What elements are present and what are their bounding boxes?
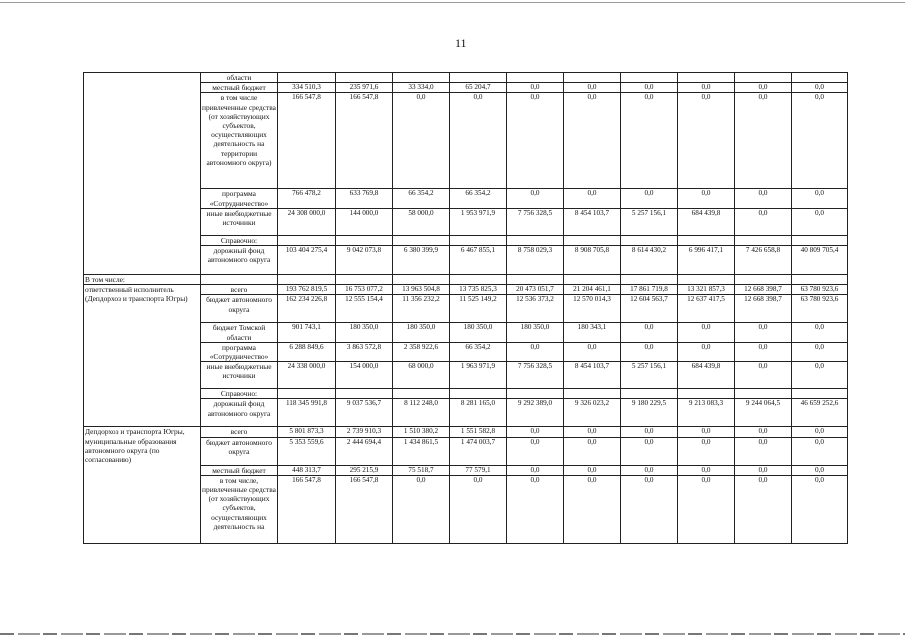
amount-cell [393,73,450,83]
amount-cell: 11 356 232,2 [393,295,450,323]
amount-cell [735,275,792,285]
amount-cell: 0,0 [678,475,735,543]
amount-cell [792,73,848,83]
amount-cell: 0,0 [564,475,621,543]
amount-cell: 0,0 [621,427,678,437]
amount-cell: 0,0 [792,427,848,437]
amount-cell: 0,0 [564,427,621,437]
budget-table [83,72,848,544]
amount-cell: 2 739 910,3 [336,427,393,437]
amount-cell: 0,0 [450,93,507,189]
amount-cell [393,275,450,285]
amount-cell: 0,0 [564,83,621,93]
amount-cell: 0,0 [564,93,621,189]
amount-cell: 16 753 077,2 [336,285,393,295]
amount-cell: 0,0 [735,427,792,437]
amount-cell: 684 439,8 [678,208,735,235]
amount-cell: 193 762 819,5 [278,285,336,295]
amount-cell: 0,0 [792,189,848,208]
amount-cell: 65 204,7 [450,83,507,93]
amount-cell: 180 350,0 [507,323,564,342]
amount-cell: 1 963 971,9 [450,362,507,389]
amount-cell: 118 345 991,8 [278,399,336,427]
funding-source-cell: области [201,73,278,83]
amount-cell: 12 536 373,2 [507,295,564,323]
amount-cell: 6 467 855,1 [450,246,507,275]
amount-cell: 9 292 389,0 [507,399,564,427]
amount-cell: 0,0 [393,93,450,189]
amount-cell: 0,0 [678,427,735,437]
amount-cell: 2 444 694,4 [336,437,393,465]
amount-cell: 40 809 705,4 [792,246,848,275]
amount-cell [792,389,848,399]
amount-cell [450,235,507,245]
amount-cell: 154 000,0 [336,362,393,389]
amount-cell: 0,0 [621,83,678,93]
amount-cell: 0,0 [564,189,621,208]
amount-cell: 33 334,0 [393,83,450,93]
amount-cell: 0,0 [792,437,848,465]
amount-cell: 0,0 [564,465,621,475]
funding-source-cell: в том числе, привлеченные средства (от хозяйствующих субъектов, осуществляющих деятельность на [201,475,278,543]
amount-cell [621,73,678,83]
amount-cell: 0,0 [678,83,735,93]
amount-cell: 0,0 [564,437,621,465]
funding-source-cell: дорожный фонд автономного округа [201,246,278,275]
amount-cell: 684 439,8 [678,362,735,389]
amount-cell [278,235,336,245]
amount-cell [735,235,792,245]
amount-cell [278,275,336,285]
amount-cell [507,389,564,399]
amount-cell: 0,0 [678,342,735,361]
amount-cell: 9 042 073,8 [336,246,393,275]
amount-cell: 1 474 003,7 [450,437,507,465]
amount-cell: 0,0 [678,93,735,189]
amount-cell: 8 908 705,8 [564,246,621,275]
amount-cell: 8 454 103,7 [564,208,621,235]
amount-cell: 8 112 248,0 [393,399,450,427]
amount-cell: 5 257 156,1 [621,362,678,389]
amount-cell: 166 547,8 [278,93,336,189]
amount-cell: 0,0 [507,427,564,437]
funding-source-cell: иные внебюджетные источники [201,208,278,235]
amount-cell [621,275,678,285]
amount-cell: 766 478,2 [278,189,336,208]
table-row [84,73,848,83]
amount-cell: 0,0 [735,475,792,543]
amount-cell: 0,0 [735,208,792,235]
amount-cell: 12 604 563,7 [621,295,678,323]
amount-cell [678,389,735,399]
scan-edge-top [0,2,905,3]
amount-cell: 0,0 [678,437,735,465]
amount-cell: 2 358 922,6 [393,342,450,361]
amount-cell: 0,0 [792,83,848,93]
amount-cell: 0,0 [621,323,678,342]
amount-cell [678,73,735,83]
amount-cell [564,275,621,285]
amount-cell: 235 971,6 [336,83,393,93]
amount-cell: 7 756 328,5 [507,208,564,235]
amount-cell: 8 281 165,0 [450,399,507,427]
amount-cell: 334 510,3 [278,83,336,93]
amount-cell: 180 350,0 [336,323,393,342]
amount-cell: 0,0 [792,362,848,389]
amount-cell: 5 353 559,6 [278,437,336,465]
row-group-label: Депдорхоз и транспорта Югры, муниципальные образования автономного округа (по согласованию) [84,427,201,543]
amount-cell: 12 555 154,4 [336,295,393,323]
amount-cell: 0,0 [507,475,564,543]
amount-cell: 162 234 226,8 [278,295,336,323]
amount-cell [393,389,450,399]
funding-source-cell: программа «Сотрудничество» [201,342,278,361]
amount-cell: 0,0 [621,189,678,208]
funding-source-cell: бюджет автономного округа [201,437,278,465]
amount-cell: 0,0 [792,323,848,342]
amount-cell: 0,0 [735,93,792,189]
amount-cell: 12 668 398,7 [735,295,792,323]
amount-cell: 0,0 [792,93,848,189]
amount-cell: 63 780 923,6 [792,285,848,295]
amount-cell: 180 350,0 [450,323,507,342]
funding-source-cell: местный бюджет [201,83,278,93]
amount-cell: 0,0 [621,342,678,361]
amount-cell: 166 547,8 [336,93,393,189]
amount-cell: 180 343,1 [564,323,621,342]
amount-cell: 20 473 051,7 [507,285,564,295]
amount-cell: 103 404 275,4 [278,246,336,275]
amount-cell: 1 551 582,8 [450,427,507,437]
amount-cell: 0,0 [678,189,735,208]
amount-cell [450,389,507,399]
amount-cell: 6 288 849,6 [278,342,336,361]
amount-cell: 8 758 029,3 [507,246,564,275]
amount-cell [621,389,678,399]
amount-cell [621,235,678,245]
amount-cell: 7 426 658,8 [735,246,792,275]
amount-cell: 66 354,2 [450,189,507,208]
amount-cell: 58 000,0 [393,208,450,235]
table-row [84,285,848,295]
amount-cell: 0,0 [735,465,792,475]
page-number: 11 [455,36,467,50]
amount-cell: 9 180 229,5 [621,399,678,427]
amount-cell: 0,0 [507,189,564,208]
amount-cell: 0,0 [564,342,621,361]
row-group-label: В том числе: [84,275,201,285]
amount-cell: 12 637 417,5 [678,295,735,323]
amount-cell: 5 801 873,3 [278,427,336,437]
amount-cell: 0,0 [621,437,678,465]
amount-cell: 77 579,1 [450,465,507,475]
amount-cell: 63 780 923,6 [792,295,848,323]
amount-cell [507,275,564,285]
amount-cell: 0,0 [792,475,848,543]
amount-cell [336,235,393,245]
amount-cell: 295 215,9 [336,465,393,475]
amount-cell: 9 213 083,3 [678,399,735,427]
amount-cell [336,73,393,83]
funding-source-cell: всего [201,427,278,437]
amount-cell [336,275,393,285]
scan-edge-bottom [0,633,905,635]
amount-cell: 0,0 [735,323,792,342]
amount-cell [507,73,564,83]
amount-cell: 180 350,0 [393,323,450,342]
row-group-label: ответственный исполнитель (Депдорхоз и транспорта Югры) [84,285,201,427]
amount-cell: 0,0 [507,437,564,465]
amount-cell [507,235,564,245]
row-group-label [84,73,201,275]
amount-cell: 75 518,7 [393,465,450,475]
amount-cell: 0,0 [621,93,678,189]
amount-cell: 5 257 156,1 [621,208,678,235]
amount-cell: 0,0 [393,475,450,543]
funding-source-cell: местный бюджет [201,465,278,475]
amount-cell [336,389,393,399]
amount-cell: 9 326 023,2 [564,399,621,427]
amount-cell: 901 743,1 [278,323,336,342]
amount-cell: 46 659 252,6 [792,399,848,427]
amount-cell: 13 321 857,3 [678,285,735,295]
amount-cell: 0,0 [678,323,735,342]
amount-cell: 8 614 430,2 [621,246,678,275]
amount-cell [564,235,621,245]
amount-cell: 12 668 398,7 [735,285,792,295]
amount-cell: 0,0 [792,208,848,235]
amount-cell [678,275,735,285]
funding-source-cell: бюджет автономного округа [201,295,278,323]
amount-cell [735,73,792,83]
amount-cell [278,73,336,83]
funding-source-cell: всего [201,285,278,295]
funding-source-cell: бюджет Томской области [201,323,278,342]
amount-cell: 13 963 504,8 [393,285,450,295]
amount-cell: 0,0 [735,189,792,208]
funding-source-cell: в том числе привлеченные средства (от хозяйствующих субъектов, осуществляющих деятельность на территории автономного округа) [201,93,278,189]
amount-cell: 21 204 461,1 [564,285,621,295]
amount-cell: 144 000,0 [336,208,393,235]
amount-cell [792,235,848,245]
amount-cell: 66 354,2 [450,342,507,361]
funding-source-cell: иные внебюджетные источники [201,362,278,389]
amount-cell: 66 354,2 [393,189,450,208]
amount-cell: 1 434 861,5 [393,437,450,465]
amount-cell: 0,0 [735,342,792,361]
amount-cell: 0,0 [450,475,507,543]
amount-cell: 17 861 719,8 [621,285,678,295]
amount-cell: 166 547,8 [336,475,393,543]
amount-cell: 24 338 000,0 [278,362,336,389]
amount-cell: 6 380 399,9 [393,246,450,275]
amount-cell: 12 570 014,3 [564,295,621,323]
amount-cell: 0,0 [735,437,792,465]
funding-source-cell: дорожный фонд автономного округа [201,399,278,427]
amount-cell: 0,0 [507,342,564,361]
funding-source-cell: Справочно: [201,235,278,245]
amount-cell: 1 953 971,9 [450,208,507,235]
amount-cell: 0,0 [621,465,678,475]
amount-cell: 9 244 064,5 [735,399,792,427]
amount-cell: 68 000,0 [393,362,450,389]
amount-cell: 0,0 [507,83,564,93]
amount-cell [450,275,507,285]
amount-cell [792,275,848,285]
amount-cell: 633 769,8 [336,189,393,208]
amount-cell: 6 996 417,1 [678,246,735,275]
amount-cell: 3 863 572,8 [336,342,393,361]
amount-cell: 1 510 380,2 [393,427,450,437]
table-row [84,427,848,437]
amount-cell [735,389,792,399]
amount-cell [450,73,507,83]
amount-cell [564,389,621,399]
amount-cell: 8 454 103,7 [564,362,621,389]
funding-source-cell [201,275,278,285]
amount-cell: 0,0 [735,83,792,93]
amount-cell: 0,0 [507,465,564,475]
amount-cell: 13 735 825,3 [450,285,507,295]
amount-cell: 448 313,7 [278,465,336,475]
amount-cell: 0,0 [621,475,678,543]
amount-cell: 11 525 149,2 [450,295,507,323]
table-row [84,275,848,285]
amount-cell: 0,0 [678,465,735,475]
amount-cell: 0,0 [735,362,792,389]
amount-cell: 9 037 536,7 [336,399,393,427]
amount-cell: 7 756 328,5 [507,362,564,389]
amount-cell [678,235,735,245]
funding-source-cell: программа «Сотрудничество» [201,189,278,208]
amount-cell [564,73,621,83]
amount-cell: 24 308 000,0 [278,208,336,235]
amount-cell [393,235,450,245]
amount-cell: 0,0 [792,342,848,361]
amount-cell [278,389,336,399]
amount-cell: 166 547,8 [278,475,336,543]
funding-source-cell: Справочно: [201,389,278,399]
amount-cell: 0,0 [792,465,848,475]
amount-cell: 0,0 [507,93,564,189]
